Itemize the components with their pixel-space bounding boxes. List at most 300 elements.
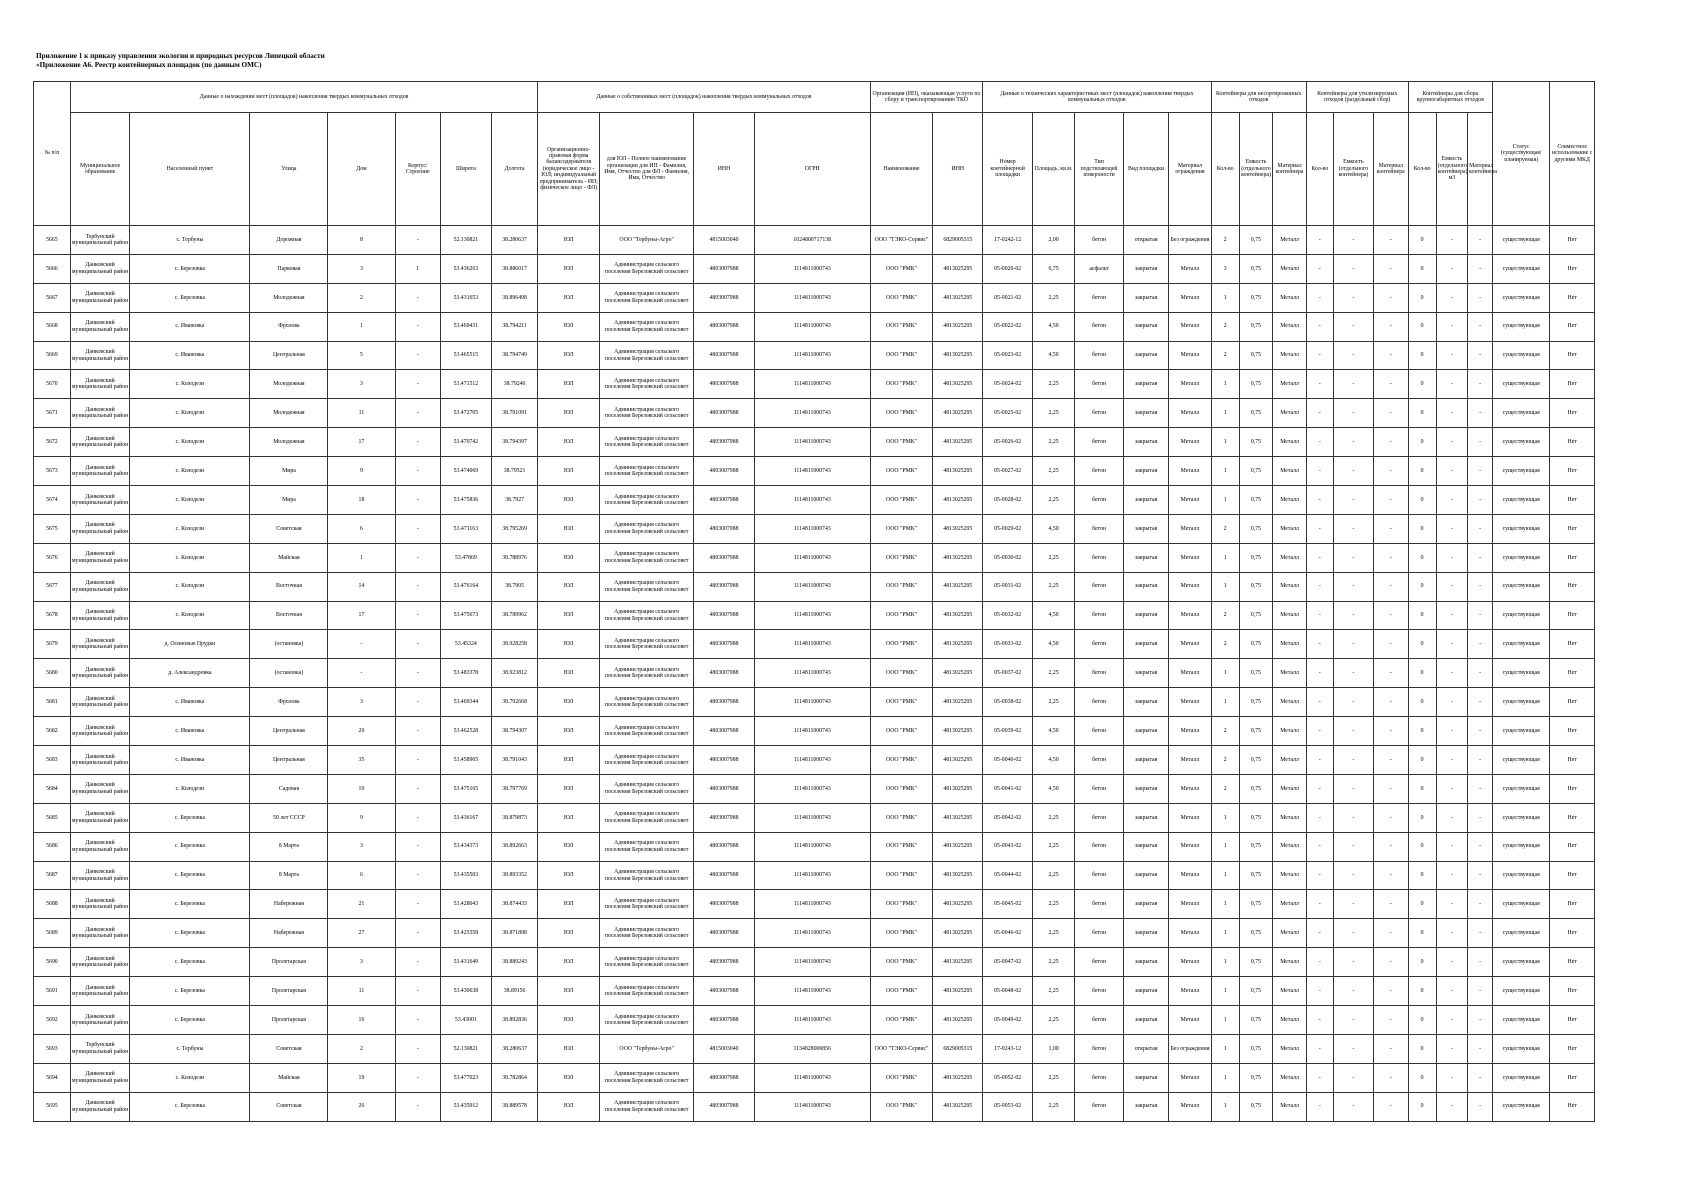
cell-operator-inn: 4813025295 [933,457,983,486]
cell-area: 4,50 [1033,514,1075,543]
cell-municipality: Тербунский муниципальный район [70,226,130,255]
cell-status: существующая [1492,977,1549,1006]
cell-recyclable-material: - [1373,514,1408,543]
cell-legal-form: ЮЛ [538,283,600,312]
cell-recyclable-count: - [1306,601,1333,630]
cell-surface: бетон [1075,688,1124,717]
cell-bulky-count: 0 [1408,226,1436,255]
cell-ogrn: 1114811000743 [754,312,870,341]
cell-mixed-count: 2 [1211,746,1239,775]
cell-site-number: 05-0026-02 [983,428,1033,457]
cell-operator-inn: 4813025295 [933,341,983,370]
cell-longitude: 38.794397 [491,428,538,457]
cell-latitude: 53.430638 [440,977,491,1006]
cell-latitude: 53.431653 [440,283,491,312]
cell-recyclable-material: - [1373,977,1408,1006]
cell-num: 5690 [34,948,71,977]
cell-legal-form: ЮЛ [538,630,600,659]
cell-status: существующая [1492,717,1549,746]
cell-inn: 4815003040 [694,226,755,255]
cell-num: 5686 [34,832,71,861]
cell-recyclable-material: - [1373,312,1408,341]
cell-bulky-count: 0 [1408,543,1436,572]
cell-recyclable-volume: - [1333,861,1373,890]
cell-longitude: 38.893352 [491,861,538,890]
cell-street: 8 Марта [250,832,328,861]
cell-mixed-volume: 0,75 [1239,832,1273,861]
cell-fence: Металл [1169,948,1211,977]
cell-recyclable-volume: - [1333,254,1373,283]
cell-bulky-volume: - [1436,1034,1467,1063]
cell-surface: бетон [1075,774,1124,803]
cell-house: 6 [328,514,395,543]
cell-house: 20 [328,717,395,746]
cell-recyclable-volume: - [1333,572,1373,601]
cell-site-type: закрытая [1123,919,1168,948]
table-row [34,457,1595,486]
cell-inn: 4803007988 [694,399,755,428]
cell-inn: 4803007988 [694,370,755,399]
cell-mixed-material: Металл [1273,312,1307,341]
cell-owner: ООО "Тербуны-Агро" [600,1034,694,1063]
cell-bulky-count: 0 [1408,428,1436,457]
cell-latitude: 53.475673 [440,601,491,630]
cell-inn: 4803007988 [694,746,755,775]
cell-site-number: 05-0047-02 [983,948,1033,977]
cell-status: существующая [1492,1063,1549,1092]
cell-recyclable-volume: - [1333,832,1373,861]
cell-bulky-material: - [1468,341,1493,370]
cell-building: - [395,486,440,515]
cell-legal-form: ЮЛ [538,514,600,543]
cell-area: 1,00 [1033,1034,1075,1063]
cell-mixed-material: Металл [1273,861,1307,890]
cell-recyclable-count: - [1306,630,1333,659]
cell-mixed-volume: 0,75 [1239,601,1273,630]
cell-legal-form: ЮЛ [538,1063,600,1092]
header-municipality: Муниципальное образование [70,113,130,226]
cell-street: Советская [250,1034,328,1063]
header-surface: Тип подстилающей поверхности [1075,113,1124,226]
cell-shared: Нет [1550,948,1595,977]
cell-bulky-count: 0 [1408,774,1436,803]
cell-num: 5679 [34,630,71,659]
cell-inn: 4803007988 [694,832,755,861]
cell-street: (остановка) [250,659,328,688]
cell-operator-inn: 4813025295 [933,312,983,341]
cell-num: 5684 [34,774,71,803]
cell-area: 6,75 [1033,254,1075,283]
cell-area: 4,50 [1033,774,1075,803]
cell-settlement: с. Березовка [130,861,250,890]
cell-num: 5673 [34,457,71,486]
cell-site-type: закрытая [1123,312,1168,341]
cell-site-type: закрытая [1123,977,1168,1006]
cell-site-number: 05-0039-02 [983,717,1033,746]
cell-street: Пролетарская [250,948,328,977]
cell-num: 5689 [34,919,71,948]
cell-owner: Администрация сельского поселения Березовский сельсовет [600,572,694,601]
cell-recyclable-count: - [1306,977,1333,1006]
cell-recyclable-volume: - [1333,977,1373,1006]
cell-settlement: с. Березовка [130,283,250,312]
cell-owner: Администрация сельского поселения Березовский сельсовет [600,399,694,428]
cell-status: существующая [1492,514,1549,543]
cell-owner: Администрация сельского поселения Березовский сельсовет [600,254,694,283]
cell-legal-form: ЮЛ [538,1092,600,1121]
cell-operator: ООО "РМК" [870,948,933,977]
cell-recyclable-volume: - [1333,717,1373,746]
cell-area: 2,25 [1033,428,1075,457]
cell-recyclable-count: - [1306,457,1333,486]
cell-owner: Администрация сельского поселения Березовский сельсовет [600,977,694,1006]
cell-mixed-material: Металл [1273,890,1307,919]
cell-longitude: 38.889243 [491,948,538,977]
cell-ogrn: 1114811000743 [754,746,870,775]
cell-bulky-volume: - [1436,341,1467,370]
cell-status: существующая [1492,1092,1549,1121]
cell-mixed-material: Металл [1273,774,1307,803]
cell-bulky-volume: - [1436,572,1467,601]
cell-owner: Администрация сельского поселения Березовский сельсовет [600,630,694,659]
cell-mixed-material: Металл [1273,659,1307,688]
cell-operator-inn: 4813025295 [933,601,983,630]
cell-area: 2,25 [1033,1063,1075,1092]
table-row [34,341,1595,370]
cell-num: 5687 [34,861,71,890]
cell-fence: Металл [1169,428,1211,457]
cell-settlement: с. Березовка [130,832,250,861]
cell-latitude: 53.47869 [440,543,491,572]
cell-bulky-volume: - [1436,457,1467,486]
cell-legal-form: ЮЛ [538,717,600,746]
cell-settlement: с. Колодези [130,457,250,486]
cell-status: существующая [1492,948,1549,977]
header-group-tech: Данные о технических характеристиках мест (площадок) накопления твердых коммунальных отходов [983,82,1211,113]
cell-operator-inn: 4813025295 [933,977,983,1006]
cell-operator: ООО "РМК" [870,254,933,283]
cell-site-type: закрытая [1123,803,1168,832]
header-fence: Материал ограждения [1169,113,1211,226]
cell-recyclable-count: - [1306,370,1333,399]
cell-mixed-material: Металл [1273,1092,1307,1121]
cell-municipality: Данковский муниципальный район [70,428,130,457]
cell-area: 2,25 [1033,948,1075,977]
cell-street: Центральная [250,717,328,746]
cell-recyclable-volume: - [1333,601,1373,630]
cell-bulky-material: - [1468,486,1493,515]
cell-operator: ООО "РМК" [870,919,933,948]
cell-street: Центральная [250,341,328,370]
header-street: Улица [250,113,328,226]
cell-ogrn: 1114811000743 [754,486,870,515]
cell-mixed-volume: 0,75 [1239,977,1273,1006]
cell-area: 2,25 [1033,832,1075,861]
cell-legal-form: ЮЛ [538,861,600,890]
cell-latitude: 53.434373 [440,832,491,861]
cell-operator-inn: 4813025295 [933,254,983,283]
cell-building: - [395,370,440,399]
cell-recyclable-volume: - [1333,659,1373,688]
cell-house: - [328,659,395,688]
cell-bulky-volume: - [1436,312,1467,341]
cell-area: 2,25 [1033,890,1075,919]
cell-site-number: 05-0025-02 [983,399,1033,428]
cell-area: 4,50 [1033,601,1075,630]
cell-num: 5683 [34,746,71,775]
cell-area: 2,25 [1033,543,1075,572]
cell-operator-inn: 4813025295 [933,746,983,775]
cell-recyclable-volume: - [1333,746,1373,775]
cell-recyclable-material: - [1373,543,1408,572]
cell-longitude: 38.782864 [491,1063,538,1092]
cell-operator-inn: 4813025295 [933,486,983,515]
cell-recyclable-count: - [1306,514,1333,543]
cell-surface: бетон [1075,572,1124,601]
cell-num: 5674 [34,486,71,515]
cell-num: 5695 [34,1092,71,1121]
cell-house: - [328,630,395,659]
cell-house: 3 [328,948,395,977]
cell-house: 14 [328,572,395,601]
cell-ogrn: 1114811000743 [754,601,870,630]
cell-site-number: 05-0033-02 [983,630,1033,659]
cell-status: существующая [1492,341,1549,370]
cell-surface: бетон [1075,226,1124,255]
cell-bulky-material: - [1468,370,1493,399]
cell-ogrn: 1114811000743 [754,572,870,601]
cell-longitude: 38.79521 [491,457,538,486]
cell-status: существующая [1492,283,1549,312]
cell-site-type: закрытая [1123,948,1168,977]
cell-bulky-material: - [1468,514,1493,543]
cell-mixed-material: Металл [1273,486,1307,515]
cell-operator-inn: 4813025295 [933,659,983,688]
cell-recyclable-material: - [1373,688,1408,717]
cell-latitude: 53.475836 [440,486,491,515]
cell-num: 5669 [34,341,71,370]
cell-recyclable-volume: - [1333,1034,1373,1063]
cell-recyclable-volume: - [1333,948,1373,977]
cell-recyclable-volume: - [1333,341,1373,370]
cell-operator: ООО "РМК" [870,370,933,399]
cell-mixed-material: Металл [1273,341,1307,370]
cell-bulky-volume: - [1436,486,1467,515]
cell-fence: Металл [1169,283,1211,312]
cell-street: Парковая [250,254,328,283]
cell-status: существующая [1492,428,1549,457]
cell-recyclable-count: - [1306,861,1333,890]
cell-legal-form: ЮЛ [538,226,600,255]
header-status: Статус (существующая/ планируемая) [1492,82,1549,226]
cell-surface: бетон [1075,457,1124,486]
cell-owner: Администрация сельского поселения Березовский сельсовет [600,457,694,486]
table-row [34,1006,1595,1035]
cell-inn: 4803007988 [694,457,755,486]
cell-street: Майская [250,543,328,572]
table-header [34,82,1595,226]
cell-recyclable-count: - [1306,948,1333,977]
cell-street: 50 лет СССР [250,803,328,832]
cell-inn: 4803007988 [694,630,755,659]
cell-status: существующая [1492,457,1549,486]
cell-legal-form: ЮЛ [538,543,600,572]
cell-site-type: закрытая [1123,832,1168,861]
cell-area: 2,25 [1033,370,1075,399]
cell-area: 2,25 [1033,486,1075,515]
cell-owner: Администрация сельского поселения Березовский сельсовет [600,601,694,630]
cell-bulky-material: - [1468,977,1493,1006]
cell-inn: 4803007988 [694,948,755,977]
cell-settlement: д. Осиновые Прудки [130,630,250,659]
cell-bulky-volume: - [1436,1092,1467,1121]
cell-mixed-volume: 0,75 [1239,717,1273,746]
cell-ogrn: 1114811000743 [754,1092,870,1121]
cell-municipality: Данковский муниципальный район [70,717,130,746]
header-longitude: Долгота [491,113,538,226]
cell-municipality: Данковский муниципальный район [70,457,130,486]
cell-street: Мира [250,486,328,515]
cell-bulky-count: 0 [1408,283,1436,312]
cell-mixed-volume: 0,75 [1239,919,1273,948]
cell-mixed-material: Металл [1273,746,1307,775]
cell-mixed-count: 1 [1211,688,1239,717]
cell-bulky-count: 0 [1408,630,1436,659]
cell-municipality: Данковский муниципальный район [70,803,130,832]
cell-municipality: Данковский муниципальный район [70,514,130,543]
cell-mixed-material: Металл [1273,1006,1307,1035]
cell-site-type: закрытая [1123,601,1168,630]
cell-status: существующая [1492,399,1549,428]
cell-recyclable-volume: - [1333,486,1373,515]
cell-operator-inn: 4813025295 [933,428,983,457]
cell-street: Набережная [250,890,328,919]
table-row [34,601,1595,630]
cell-bulky-material: - [1468,919,1493,948]
cell-bulky-count: 0 [1408,919,1436,948]
cell-recyclable-volume: - [1333,312,1373,341]
cell-bulky-count: 0 [1408,1092,1436,1121]
cell-surface: бетон [1075,1063,1124,1092]
cell-fence: Металл [1169,746,1211,775]
cell-shared: Нет [1550,399,1595,428]
cell-operator: ООО "РМК" [870,717,933,746]
cell-fence: Металл [1169,1063,1211,1092]
cell-recyclable-volume: - [1333,890,1373,919]
cell-operator: ООО "РМК" [870,1092,933,1121]
cell-shared: Нет [1550,601,1595,630]
table-row [34,283,1595,312]
cell-mixed-volume: 0,75 [1239,486,1273,515]
cell-surface: бетон [1075,890,1124,919]
cell-bulky-volume: - [1436,890,1467,919]
cell-status: существующая [1492,861,1549,890]
header-site-number: Номер контейнерной площадки [983,113,1033,226]
cell-legal-form: ЮЛ [538,1006,600,1035]
cell-municipality: Данковский муниципальный район [70,1006,130,1035]
header-line-2: «Приложение А6. Реестр контейнерных площадок (по данным ОМС) [36,61,262,69]
cell-operator: ООО "РМК" [870,890,933,919]
cell-fence: Металл [1169,254,1211,283]
cell-operator: ООО "РМК" [870,803,933,832]
table-row [34,630,1595,659]
header-area: Площадь, кв.м. [1033,113,1075,226]
cell-recyclable-count: - [1306,399,1333,428]
cell-municipality: Данковский муниципальный район [70,630,130,659]
cell-bulky-count: 0 [1408,832,1436,861]
cell-fence: Металл [1169,399,1211,428]
cell-building: - [395,457,440,486]
cell-mixed-count: 1 [1211,977,1239,1006]
cell-recyclable-volume: - [1333,457,1373,486]
cell-inn: 4803007988 [694,919,755,948]
cell-mixed-volume: 0,75 [1239,746,1273,775]
cell-mixed-count: 1 [1211,861,1239,890]
cell-recyclable-volume: - [1333,1006,1373,1035]
cell-operator-inn: 4813025295 [933,717,983,746]
table-row [34,312,1595,341]
cell-mixed-count: 1 [1211,803,1239,832]
cell-status: существующая [1492,890,1549,919]
cell-bulky-material: - [1468,1063,1493,1092]
cell-operator: ООО "РМК" [870,312,933,341]
cell-ogrn: 1114811000743 [754,803,870,832]
cell-longitude: 38.788976 [491,543,538,572]
cell-bulky-count: 0 [1408,948,1436,977]
header-mixed-volume: Емкость (отдельного контейнера) [1239,113,1273,226]
cell-longitude: 38.892836 [491,1006,538,1035]
cell-recyclable-material: - [1373,283,1408,312]
cell-legal-form: ЮЛ [538,890,600,919]
cell-area: 2,25 [1033,803,1075,832]
cell-bulky-volume: - [1436,283,1467,312]
cell-bulky-count: 0 [1408,861,1436,890]
cell-recyclable-volume: - [1333,226,1373,255]
cell-bulky-material: - [1468,890,1493,919]
cell-num: 5670 [34,370,71,399]
cell-ogrn: 1114811000743 [754,659,870,688]
header-operator-inn: ИНН [933,113,983,226]
cell-status: существующая [1492,832,1549,861]
table-row [34,399,1595,428]
cell-bulky-volume: - [1436,428,1467,457]
cell-house: 1 [328,312,395,341]
cell-municipality: Данковский муниципальный район [70,486,130,515]
cell-bulky-count: 0 [1408,803,1436,832]
cell-house: 18 [328,486,395,515]
cell-house: 1 [328,543,395,572]
table-row [34,746,1595,775]
cell-fence: Металл [1169,601,1211,630]
cell-legal-form: ЮЛ [538,803,600,832]
cell-bulky-material: - [1468,543,1493,572]
cell-owner: Администрация сельского поселения Березовский сельсовет [600,774,694,803]
cell-recyclable-material: - [1373,1063,1408,1092]
cell-mixed-volume: 0,75 [1239,457,1273,486]
cell-site-number: 05-0022-02 [983,312,1033,341]
cell-house: 35 [328,746,395,775]
cell-status: существующая [1492,572,1549,601]
cell-municipality: Данковский муниципальный район [70,1092,130,1121]
cell-street: Молодежная [250,428,328,457]
cell-operator: ООО "РМК" [870,746,933,775]
cell-area: 4,50 [1033,341,1075,370]
cell-mixed-count: 1 [1211,832,1239,861]
cell-inn: 4803007988 [694,1063,755,1092]
cell-site-type: закрытая [1123,688,1168,717]
cell-site-type: закрытая [1123,514,1168,543]
cell-shared: Нет [1550,1006,1595,1035]
